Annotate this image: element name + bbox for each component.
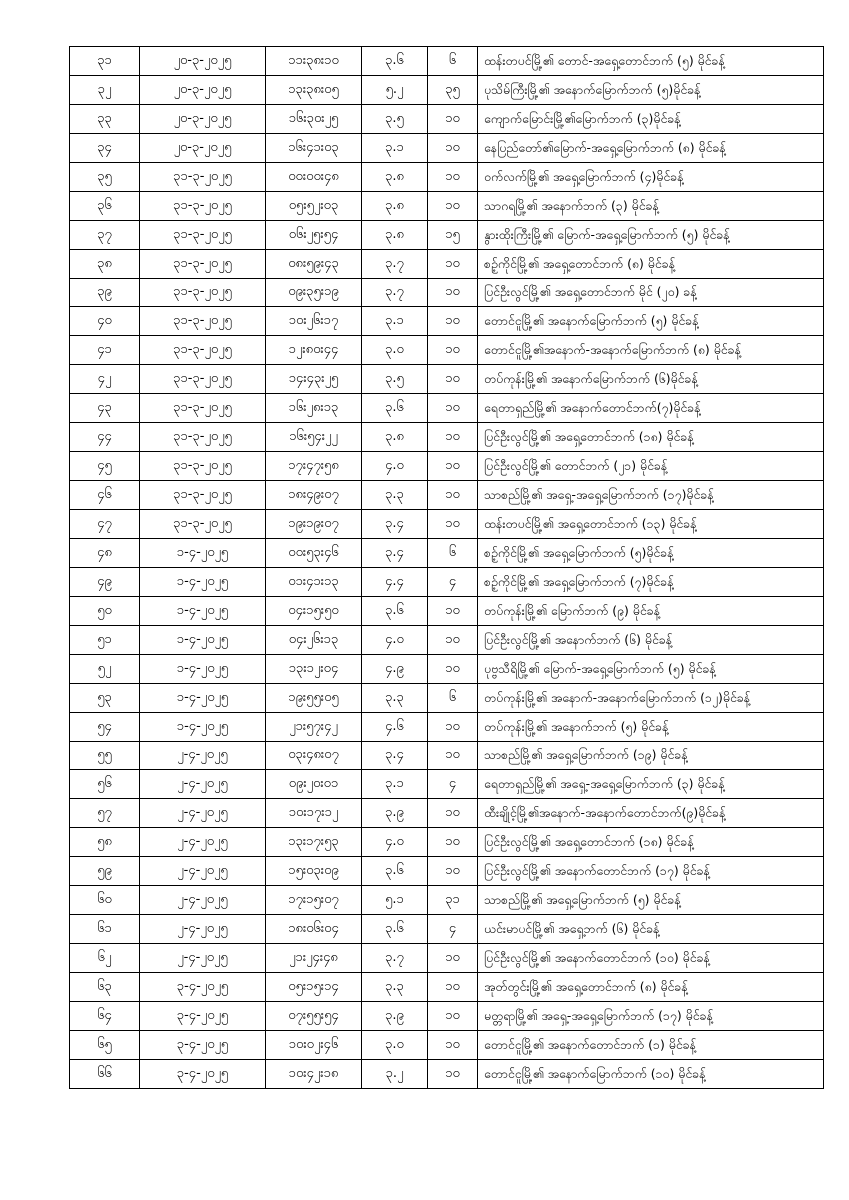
depth-cell: ၁၀ [428, 452, 478, 481]
time-cell: ၁၃း၁၇း၅၃ [266, 828, 362, 857]
time-cell: ၁၆း၄၁း၀၃ [266, 133, 362, 162]
depth-cell: ၄ [428, 770, 478, 799]
time-cell: ၁၈း၀၆း၀၄ [266, 915, 362, 944]
location-cell: ပြင်ဦးလွင်မြို့၏ အနောက်တောင်ဘက် (၁၇) မိုင်ခန့် [478, 857, 824, 886]
date-cell: ၃၁-၃-၂၀၂၅ [140, 220, 266, 249]
row-number: ၃၃ [70, 104, 140, 133]
location-cell: စဥ့်ကိုင်မြို့၏ အရှေ့မြောက်ဘက် (၇)မိုင်ခန့် [478, 567, 824, 596]
location-cell: သာစည်မြို့၏ အရှေ့မြောက်ဘက် (၁၉) မိုင်ခန့် [478, 741, 824, 770]
time-cell: ၀၉း၃၅း၁၉ [266, 278, 362, 307]
time-cell: ၀၉း၂၀း၀၁ [266, 770, 362, 799]
date-cell: ၁-၄-၂၀၂၅ [140, 567, 266, 596]
date-cell: ၃-၄-၂၀၂၅ [140, 973, 266, 1002]
depth-cell: ၁၀ [428, 1059, 478, 1088]
depth-cell: ၁၀ [428, 973, 478, 1002]
table-row [70, 625, 824, 654]
magnitude-cell: ၃.၇ [362, 249, 428, 278]
table-row [70, 104, 824, 133]
earthquake-table-body [70, 47, 824, 1089]
location-cell: မတ္တရာမြို့၏ အရှေ့-အရှေ့မြောက်ဘက် (၁၇) မိုင်ခန့် [478, 1001, 824, 1030]
table-row [70, 973, 824, 1002]
depth-cell: ၄ [428, 567, 478, 596]
date-cell: ၃၁-၃-၂၀၂၅ [140, 423, 266, 452]
date-cell: ၃၁-၃-၂၀၂၅ [140, 452, 266, 481]
row-number: ၆၆ [70, 1059, 140, 1088]
table-row [70, 799, 824, 828]
table-row [70, 654, 824, 683]
row-number: ၆၄ [70, 1001, 140, 1030]
date-cell: ၂-၄-၂၀၂၅ [140, 799, 266, 828]
time-cell: ၀၈း၅၉း၄၃ [266, 249, 362, 278]
row-number: ၅၅ [70, 741, 140, 770]
table-row [70, 452, 824, 481]
magnitude-cell: ၃.၉ [362, 1001, 428, 1030]
depth-cell: ၆ [428, 47, 478, 76]
location-cell: စဥ့်ကိုင်မြို့၏ အရှေ့မြောက်ဘက် (၅)မိုင်ခန့် [478, 538, 824, 567]
location-cell: တောင်ငူမြို့၏အနောက်-အနောက်မြောက်ဘက် (၈) မိုင်ခန့် [478, 336, 824, 365]
time-cell: ၁၅း၀၃း၀၉ [266, 857, 362, 886]
time-cell: ၁၆း၃၀း၂၅ [266, 104, 362, 133]
time-cell: ၀၀း၀၀း၄၈ [266, 162, 362, 191]
row-number: ၄၉ [70, 567, 140, 596]
row-number: ၃၈ [70, 249, 140, 278]
location-cell: တပ်ကုန်းမြို့၏ အနောက်-အနောက်မြောက်ဘက် (၁၂)မိုင်ခန့် [478, 683, 824, 712]
row-number: ၄၆ [70, 481, 140, 510]
magnitude-cell: ၃.၄ [362, 741, 428, 770]
row-number: ၃၅ [70, 162, 140, 191]
magnitude-cell: ၃.၃ [362, 683, 428, 712]
depth-cell: ၁၀ [428, 191, 478, 220]
table-row [70, 423, 824, 452]
time-cell: ၀၅း၁၅း၁၄ [266, 973, 362, 1002]
table-row [70, 596, 824, 625]
depth-cell: ၁၀ [428, 278, 478, 307]
time-cell: ၀၅း၅၂း၀၃ [266, 191, 362, 220]
row-number: ၅၂ [70, 654, 140, 683]
magnitude-cell: ၃.၈ [362, 423, 428, 452]
row-number: ၄၀ [70, 307, 140, 336]
date-cell: ၂-၄-၂၀၂၅ [140, 741, 266, 770]
time-cell: ၂၁း၂၄း၄၈ [266, 944, 362, 973]
magnitude-cell: ၃.၀ [362, 336, 428, 365]
time-cell: ၁၆း၂၈း၁၃ [266, 394, 362, 423]
depth-cell: ၁၀ [428, 365, 478, 394]
date-cell: ၃၁-၃-၂၀၂၅ [140, 191, 266, 220]
time-cell: ၁၉း၅၅း၀၅ [266, 683, 362, 712]
date-cell: ၂၀-၃-၂၀၂၅ [140, 133, 266, 162]
magnitude-cell: ၄.၆ [362, 712, 428, 741]
table-row [70, 510, 824, 539]
depth-cell: ၁၀ [428, 307, 478, 336]
magnitude-cell: ၃.၆ [362, 394, 428, 423]
location-cell: သာစည်မြို့၏ အရှေ့မြောက်ဘက် (၅) မိုင်ခန့် [478, 886, 824, 915]
table-row [70, 481, 824, 510]
depth-cell: ၁၀ [428, 133, 478, 162]
time-cell: ၁၀း၄၂း၁၈ [266, 1059, 362, 1088]
time-cell: ၁၁း၃၈း၁၀ [266, 47, 362, 76]
row-number: ၆၂ [70, 944, 140, 973]
row-number: ၅၆ [70, 770, 140, 799]
date-cell: ၃-၄-၂၀၂၅ [140, 1030, 266, 1059]
document-page [69, 46, 823, 1089]
table-row [70, 220, 824, 249]
time-cell: ၁၀း၀၂း၄၆ [266, 1030, 362, 1059]
magnitude-cell: ၃.၉ [362, 799, 428, 828]
location-cell: ကျောက်မြောင်းမြို့၏မြောက်ဘက် (၃)မိုင်ခန့် [478, 104, 824, 133]
magnitude-cell: ၃.၆ [362, 915, 428, 944]
table-row [70, 133, 824, 162]
time-cell: ၁၂း၈၀း၄၄ [266, 336, 362, 365]
table-row [70, 278, 824, 307]
depth-cell: ၁၅ [428, 220, 478, 249]
magnitude-cell: ၃.၅ [362, 104, 428, 133]
date-cell: ၃၁-၃-၂၀၂၅ [140, 336, 266, 365]
date-cell: ၃၁-၃-၂၀၂၅ [140, 307, 266, 336]
date-cell: ၁-၄-၂၀၂၅ [140, 654, 266, 683]
magnitude-cell: ၃.၇ [362, 278, 428, 307]
location-cell: သာစည်မြို့၏ အရှေ့-အရှေ့မြောက်ဘက် (၁၇)မိုင်ခန့် [478, 481, 824, 510]
table-row [70, 886, 824, 915]
row-number: ၆၀ [70, 886, 140, 915]
depth-cell: ၁၀ [428, 712, 478, 741]
row-number: ၄၅ [70, 452, 140, 481]
date-cell: ၃၁-၃-၂၀၂၅ [140, 510, 266, 539]
time-cell: ၁၃း၁၂း၀၄ [266, 654, 362, 683]
location-cell: ပြင်ဦးလွင်မြို့၏ တောင်ဘက် (၂၁) မိုင်ခန့် [478, 452, 824, 481]
magnitude-cell: ၄.၉ [362, 654, 428, 683]
table-row [70, 915, 824, 944]
location-cell: ပြင်ဦးလွင်မြို့၏ အရှေ့တောင်ဘက် (၁၈) မိုင်ခန့် [478, 423, 824, 452]
location-cell: စဥ့်ကိုင်မြို့၏ အရှေ့တောင်ဘက် (၈) မိုင်ခန့် [478, 249, 824, 278]
table-row [70, 1059, 824, 1088]
magnitude-cell: ၃.၆ [362, 596, 428, 625]
depth-cell: ၁၀ [428, 596, 478, 625]
magnitude-cell: ၃.၃ [362, 481, 428, 510]
location-cell: ပုဗ္ဗသီရိမြို့၏ မြောက်-အရှေ့မြောက်ဘက် (၅) မိုင်ခန့် [478, 654, 824, 683]
row-number: ၄၄ [70, 423, 140, 452]
date-cell: ၂-၄-၂၀၂၅ [140, 886, 266, 915]
table-row [70, 944, 824, 973]
depth-cell: ၁၀ [428, 944, 478, 973]
table-row [70, 857, 824, 886]
date-cell: ၃၁-၃-၂၀၂၅ [140, 365, 266, 394]
table-row [70, 307, 824, 336]
magnitude-cell: ၃.၁ [362, 133, 428, 162]
time-cell: ၁၄း၄၃း၂၅ [266, 365, 362, 394]
row-number: ၅၇ [70, 799, 140, 828]
location-cell: နေပြည်တော်၏မြောက်-အရှေ့မြောက်ဘက် (၈) မိုင်ခန့် [478, 133, 824, 162]
depth-cell: ၁၀ [428, 510, 478, 539]
row-number: ၄၇ [70, 510, 140, 539]
row-number: ၅၄ [70, 712, 140, 741]
row-number: ၄၂ [70, 365, 140, 394]
location-cell: ပြင်ဦးလွင်မြို့၏ အနောက်တောင်ဘက် (၁၀) မိုင်ခန့် [478, 944, 824, 973]
depth-cell: ၆ [428, 683, 478, 712]
time-cell: ၀၆း၂၅း၅၄ [266, 220, 362, 249]
depth-cell: ၁၀ [428, 104, 478, 133]
location-cell: ရေတာရှည်မြို့၏ အနောက်တောင်ဘက်(၇)မိုင်ခန့် [478, 394, 824, 423]
depth-cell: ၁၀ [428, 249, 478, 278]
magnitude-cell: ၄.၄ [362, 567, 428, 596]
depth-cell: ၄ [428, 915, 478, 944]
date-cell: ၂-၄-၂၀၂၅ [140, 770, 266, 799]
time-cell: ၀၇း၅၅း၅၄ [266, 1001, 362, 1030]
depth-cell: ၁၀ [428, 741, 478, 770]
table-row [70, 683, 824, 712]
earthquake-table [69, 46, 824, 1089]
time-cell: ၀၃း၄၈း၀၇ [266, 741, 362, 770]
table-row [70, 191, 824, 220]
depth-cell: ၁၀ [428, 336, 478, 365]
row-number: ၄၈ [70, 538, 140, 567]
location-cell: ရေတာရှည်မြို့၏ အရှေ့-အရှေ့မြောက်ဘက် (၃) မိုင်ခန့် [478, 770, 824, 799]
time-cell: ၁၆း၅၄း၂၂ [266, 423, 362, 452]
date-cell: ၁-၄-၂၀၂၅ [140, 625, 266, 654]
date-cell: ၂-၄-၂၀၂၅ [140, 828, 266, 857]
table-row [70, 770, 824, 799]
date-cell: ၃-၄-၂၀၂၅ [140, 1059, 266, 1088]
depth-cell: ၁၀ [428, 828, 478, 857]
location-cell: ပြင်ဦးလွင်မြို့၏ အရှေ့တောင်ဘက် (၁၈) မိုင်ခန့် [478, 828, 824, 857]
table-row [70, 567, 824, 596]
date-cell: ၃၁-၃-၂၀၂၅ [140, 481, 266, 510]
row-number: ၅၉ [70, 857, 140, 886]
magnitude-cell: ၃.၂ [362, 1059, 428, 1088]
depth-cell: ၆ [428, 538, 478, 567]
date-cell: ၂-၄-၂၀၂၅ [140, 944, 266, 973]
location-cell: ထန်းတပင်မြို့၏ တောင်-အရှေ့တောင်ဘက် (၅) မိုင်ခန့် [478, 47, 824, 76]
location-cell: တောင်ငူမြို့၏ အနောက်တောင်ဘက် (၁) မိုင်ခန့် [478, 1030, 824, 1059]
magnitude-cell: ၃.၆ [362, 47, 428, 76]
row-number: ၃၄ [70, 133, 140, 162]
date-cell: ၁-၄-၂၀၂၅ [140, 596, 266, 625]
row-number: ၅၈ [70, 828, 140, 857]
location-cell: တပ်ကုန်းမြို့၏ အနောက်ဘက် (၅) မိုင်ခန့် [478, 712, 824, 741]
time-cell: ၀၀း၅၃း၄၆ [266, 538, 362, 567]
table-row [70, 365, 824, 394]
time-cell: ၁၉း၁၉း၀၇ [266, 510, 362, 539]
location-cell: သာဂရမြို့၏ အနောက်ဘက် (၃) မိုင်ခန့် [478, 191, 824, 220]
table-row [70, 336, 824, 365]
depth-cell: ၁၀ [428, 857, 478, 886]
magnitude-cell: ၃.၄ [362, 510, 428, 539]
table-row [70, 1030, 824, 1059]
time-cell: ၁၇း၁၅း၀၇ [266, 886, 362, 915]
magnitude-cell: ၃.၈ [362, 220, 428, 249]
time-cell: ၁၀း၁၇း၁၂ [266, 799, 362, 828]
date-cell: ၂-၄-၂၀၂၅ [140, 915, 266, 944]
depth-cell: ၁၀ [428, 625, 478, 654]
time-cell: ၀၁း၄၁း၁၃ [266, 567, 362, 596]
date-cell: ၃၁-၃-၂၀၂၅ [140, 394, 266, 423]
depth-cell: ၁၀ [428, 799, 478, 828]
location-cell: တပ်ကုန်းမြို့၏ အနောက်မြောက်ဘက် (၆)မိုင်ခန့် [478, 365, 824, 394]
location-cell: ပြင်ဦးလွင်မြို့၏ အရှေ့တောင်ဘက် မိုင် (၂၀) ခန့် [478, 278, 824, 307]
magnitude-cell: ၅.၂ [362, 75, 428, 104]
location-cell: ပြင်ဦးလွင်မြို့၏ အနောက်ဘက် (၆) မိုင်ခန့် [478, 625, 824, 654]
depth-cell: ၃၅ [428, 75, 478, 104]
magnitude-cell: ၄.၀ [362, 828, 428, 857]
row-number: ၃၉ [70, 278, 140, 307]
date-cell: ၂-၄-၂၀၂၅ [140, 857, 266, 886]
row-number: ၆၃ [70, 973, 140, 1002]
location-cell: ပုသိမ်ကြီးမြို့၏ အနောက်မြောက်ဘက် (၅)မိုင်ခန့် [478, 75, 824, 104]
table-row [70, 75, 824, 104]
time-cell: ၀၄း၁၅း၅၀ [266, 596, 362, 625]
depth-cell: ၃၁ [428, 886, 478, 915]
depth-cell: ၁၀ [428, 1030, 478, 1059]
date-cell: ၃၁-၃-၂၀၂၅ [140, 249, 266, 278]
table-row [70, 249, 824, 278]
row-number: ၃၂ [70, 75, 140, 104]
row-number: ၃၆ [70, 191, 140, 220]
time-cell: ၂၁း၅၇း၄၂ [266, 712, 362, 741]
location-cell: ဝက်လက်မြို့၏ အရှေ့မြောက်ဘက် (၄)မိုင်ခန့် [478, 162, 824, 191]
magnitude-cell: ၄.၀ [362, 625, 428, 654]
row-number: ၄၃ [70, 394, 140, 423]
magnitude-cell: ၃.၁ [362, 770, 428, 799]
magnitude-cell: ၃.၈ [362, 162, 428, 191]
time-cell: ၁၇း၄၇း၅၈ [266, 452, 362, 481]
time-cell: ၁၈း၄၉း၀၇ [266, 481, 362, 510]
depth-cell: ၁၀ [428, 1001, 478, 1030]
depth-cell: ၁၀ [428, 481, 478, 510]
date-cell: ၃-၄-၂၀၂၅ [140, 1001, 266, 1030]
table-row [70, 394, 824, 423]
date-cell: ၂၀-၃-၂၀၂၅ [140, 104, 266, 133]
depth-cell: ၁၀ [428, 162, 478, 191]
location-cell: တောင်ငူမြို့၏ အနောက်မြောက်ဘက် (၁၀) မိုင်ခန့် [478, 1059, 824, 1088]
date-cell: ၃၁-၃-၂၀၂၅ [140, 278, 266, 307]
time-cell: ၀၄း၂၆း၁၃ [266, 625, 362, 654]
table-row [70, 828, 824, 857]
time-cell: ၁၃း၃၈း၀၅ [266, 75, 362, 104]
row-number: ၅၀ [70, 596, 140, 625]
time-cell: ၁၀း၂၆း၁၇ [266, 307, 362, 336]
magnitude-cell: ၅.၁ [362, 886, 428, 915]
row-number: ၅၃ [70, 683, 140, 712]
location-cell: ထီးချိုင့်မြို့၏အနောက်-အနောက်တောင်ဘက်(၉)မိုင်ခန့် [478, 799, 824, 828]
row-number: ၅၁ [70, 625, 140, 654]
table-row [70, 741, 824, 770]
magnitude-cell: ၃.၇ [362, 944, 428, 973]
magnitude-cell: ၃.၈ [362, 191, 428, 220]
table-row [70, 162, 824, 191]
location-cell: ယင်းမာပင်မြို့၏ အရှေ့ဘက် (၆) မိုင်ခန့် [478, 915, 824, 944]
table-row [70, 712, 824, 741]
location-cell: တပ်ကုန်းမြို့၏ မြောက်ဘက် (၉) မိုင်ခန့် [478, 596, 824, 625]
location-cell: နွားထိုးကြီးမြို့၏ မြောက်-အရှေ့မြောက်ဘက် (၅) မိုင်ခန့် [478, 220, 824, 249]
date-cell: ၁-၄-၂၀၂၅ [140, 683, 266, 712]
date-cell: ၂၀-၃-၂၀၂၅ [140, 75, 266, 104]
depth-cell: ၁၀ [428, 394, 478, 423]
date-cell: ၁-၄-၂၀၂၅ [140, 712, 266, 741]
depth-cell: ၁၀ [428, 423, 478, 452]
magnitude-cell: ၃.၃ [362, 973, 428, 1002]
table-row [70, 538, 824, 567]
date-cell: ၃၁-၃-၂၀၂၅ [140, 162, 266, 191]
location-cell: တောင်ငူမြို့၏ အနောက်မြောက်ဘက် (၅) မိုင်ခန့် [478, 307, 824, 336]
table-row [70, 1001, 824, 1030]
location-cell: ထန်းတပင်မြို့၏ အရှေ့တောင်ဘက် (၁၃) မိုင်ခန့် [478, 510, 824, 539]
row-number: ၃၇ [70, 220, 140, 249]
row-number: ၆၁ [70, 915, 140, 944]
date-cell: ၁-၄-၂၀၂၅ [140, 538, 266, 567]
row-number: ၄၁ [70, 336, 140, 365]
magnitude-cell: ၃.၅ [362, 365, 428, 394]
magnitude-cell: ၃.၆ [362, 857, 428, 886]
magnitude-cell: ၃.၀ [362, 1030, 428, 1059]
depth-cell: ၁၀ [428, 654, 478, 683]
location-cell: အုတ်တွင်းမြို့၏ အရှေ့တောင်ဘက် (၈) မိုင်ခန့် [478, 973, 824, 1002]
magnitude-cell: ၃.၄ [362, 538, 428, 567]
row-number: ၆၅ [70, 1030, 140, 1059]
magnitude-cell: ၃.၁ [362, 307, 428, 336]
date-cell: ၂၀-၃-၂၀၂၅ [140, 47, 266, 76]
magnitude-cell: ၄.၀ [362, 452, 428, 481]
row-number: ၃၁ [70, 47, 140, 76]
table-row [70, 47, 824, 76]
